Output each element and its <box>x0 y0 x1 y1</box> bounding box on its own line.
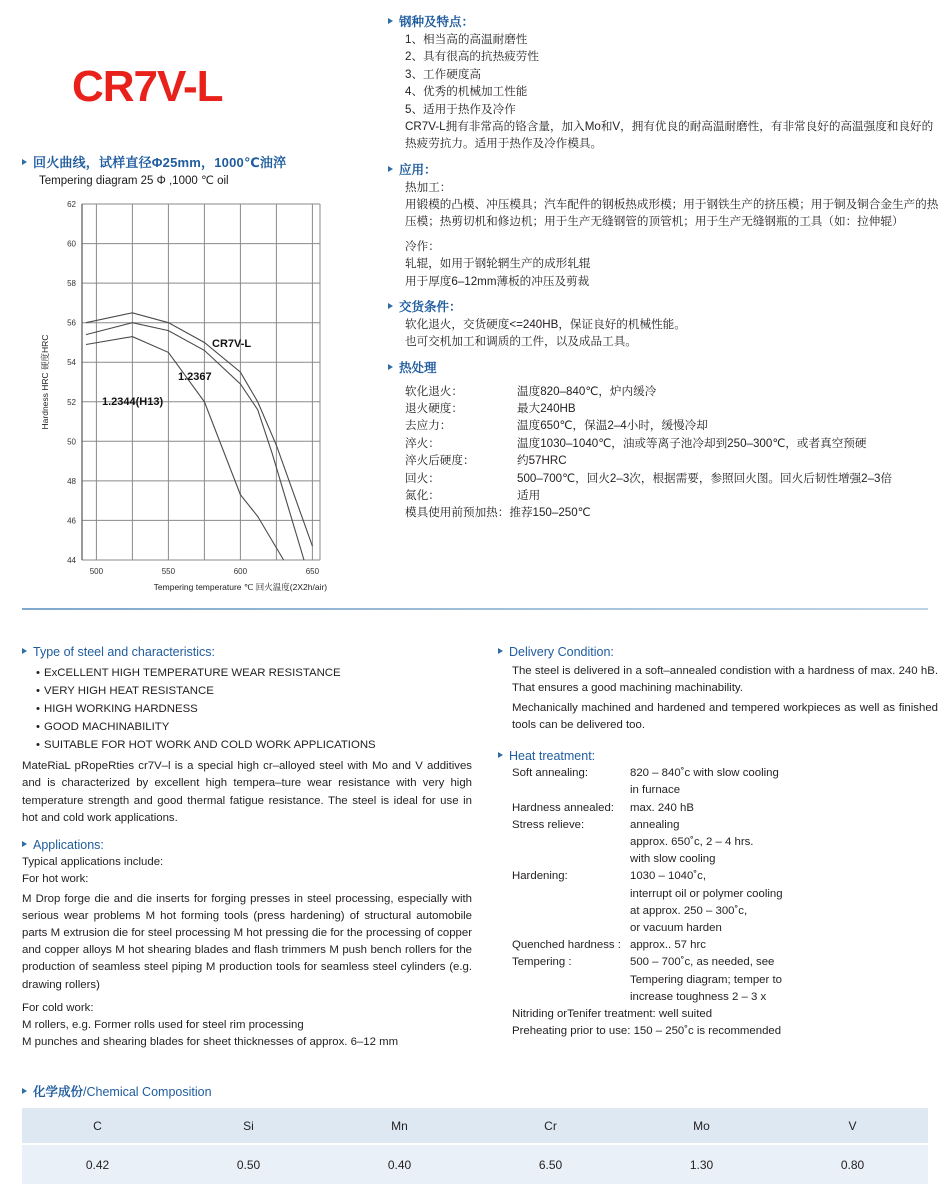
chemical-composition-title <box>22 1082 212 1100</box>
cn-ht-key: 退火硬度： <box>405 402 463 415</box>
en-ht-continuation: Tempering diagram; temper to <box>630 973 782 986</box>
bullet-arrow-icon <box>388 364 393 370</box>
chemical-composition-table <box>22 1108 928 1184</box>
en-ht-continuation: or vacuum harden <box>630 922 722 935</box>
svg-text:58: 58 <box>67 279 76 289</box>
list-item: • SUITABLE FOR HOT WORK AND COLD WORK APPLICATIONS <box>36 736 472 754</box>
english-right-column <box>498 644 938 1040</box>
cn-ht-row <box>405 470 940 487</box>
svg-text:52: 52 <box>67 397 76 407</box>
cn-section-delivery <box>388 299 940 351</box>
page-title: CR7V-L <box>72 62 223 111</box>
en-section-applications <box>22 837 472 1051</box>
cn-cold-work-line: 用于厚度6–12mm薄板的冲压及剪裁 <box>405 274 590 288</box>
svg-text:CR7V-L: CR7V-L <box>212 338 252 350</box>
en-ht-key: Hardening: <box>512 870 568 883</box>
tempering-diagram-chart <box>30 192 360 592</box>
svg-text:56: 56 <box>67 318 76 328</box>
chart-caption <box>22 152 372 187</box>
cn-feature-item: 2、具有很高的抗热疲劳性 <box>405 50 539 64</box>
cn-hot-work-text: 用锻模的凸模、冲压模具；汽车配件的钢板热成形模；用于钢铁生产的挤压模；用于铜及铜合金生产的热压模；热剪切机和修边机；用于生产无缝钢管的顶管机；用于生产无缝钢瓶的工具（如：拉伸辊） <box>405 198 939 229</box>
svg-text:1.2367: 1.2367 <box>178 371 212 383</box>
chart-svg <box>30 192 360 592</box>
cn-section-heat-treatment <box>388 360 940 522</box>
column-header-mn: Mn <box>324 1108 475 1144</box>
list-item: • GOOD MACHINABILITY <box>36 718 472 736</box>
cn-steel-type-paragraph: CR7V-L拥有非常高的铬含量，加入Mo和V，拥有优良的耐高温耐磨性，有非常良好的高温强度和良好的热疲劳抗力。适用于热作及冷作模具。 <box>405 119 934 151</box>
cn-ht-row <box>405 383 940 400</box>
en-ht-row <box>512 817 938 834</box>
section-divider <box>22 608 928 610</box>
cn-preheat-note: 模具使用前预加热：推荐150–250℃ <box>405 506 591 520</box>
svg-text:650: 650 <box>305 567 320 576</box>
bullet-arrow-icon <box>22 159 27 165</box>
en-applications-intro: Typical applications include: <box>22 856 164 869</box>
cn-section-steel-type <box>388 14 940 153</box>
cn-ht-value: 约57HRC <box>517 454 567 468</box>
svg-text:62: 62 <box>67 200 76 209</box>
svg-text:600: 600 <box>233 567 248 576</box>
svg-text:550: 550 <box>161 567 176 576</box>
en-ht-key: Stress relieve: <box>512 818 585 831</box>
en-ht-row <box>512 954 938 971</box>
en-ht-value: approx.. 57 hrc <box>630 939 706 952</box>
cn-heat-treatment-body <box>405 383 940 522</box>
chart-x-tick-labels <box>90 567 320 576</box>
svg-text:60: 60 <box>67 239 76 249</box>
column-header-si: Si <box>173 1108 324 1144</box>
svg-text:48: 48 <box>67 476 76 486</box>
en-ht-value: 820 – 840˚c with slow cooling <box>630 767 779 780</box>
table-row <box>22 1144 928 1184</box>
svg-text:1.2344(H13): 1.2344(H13) <box>102 396 164 408</box>
cn-ht-value: 500–700℃，回火2–3次，根据需要，参照回火图。回火后韧性增强2–3倍 <box>517 471 893 485</box>
cell-mn: 0.40 <box>324 1144 475 1184</box>
bullet-arrow-icon <box>498 648 503 654</box>
svg-text:44: 44 <box>67 556 76 565</box>
column-header-v: V <box>777 1108 928 1144</box>
en-ht-row <box>512 937 938 954</box>
cn-ht-key: 淬火后硬度： <box>405 454 475 468</box>
svg-text:500: 500 <box>89 567 104 576</box>
cn-heading-applications: 应用： <box>388 162 940 179</box>
table-header-row <box>22 1108 928 1144</box>
en-section-type-of-steel <box>22 644 472 827</box>
cn-feature-item: 3、工作硬度高 <box>405 67 482 81</box>
cn-ht-key: 回火： <box>405 471 440 485</box>
en-ht-key: Hardness annealed: <box>512 801 614 814</box>
cn-ht-row <box>405 435 940 452</box>
en-delivery-paragraph-1: The steel is delivered in a soft–annealed condistion with a hardness of max. 240 hB. That ensures a good machining machinability. <box>512 665 938 695</box>
cn-ht-key: 软化退火： <box>405 384 463 398</box>
cn-cold-work-label: 冷作： <box>405 239 440 253</box>
cn-feature-item: 1、相当高的高温耐磨性 <box>405 32 528 46</box>
cell-mo: 1.30 <box>626 1144 777 1184</box>
bullet-arrow-icon <box>388 18 393 24</box>
cn-ht-key: 氮化： <box>405 489 440 503</box>
en-heading-applications: Applications: <box>22 837 472 854</box>
en-heat-treatment-body <box>512 765 938 1040</box>
cn-delivery-line: 也可交机加工和调质的工件，以及成品工具。 <box>405 335 637 349</box>
chart-caption-cn: 回火曲线，试样直径Φ25mm，1000℃油淬 <box>22 152 372 171</box>
cn-delivery-line: 软化退火，交货硬度<=240HB，保证良好的机械性能。 <box>405 317 686 331</box>
cn-ht-value: 温度820–840℃，炉内缓冷 <box>517 384 657 398</box>
en-delivery-paragraph-2: Mechanically machined and hardened and tempered workpieces as well as finished tools can be delivered too. <box>512 701 938 731</box>
en-nitriding-line: Nitriding orTenifer treatment: well suited <box>512 1008 713 1021</box>
en-ht-key: Tempering : <box>512 956 572 969</box>
en-ht-row <box>512 868 938 885</box>
en-ht-continuation: approx. 650˚c, 2 – 4 hrs. <box>630 836 754 849</box>
cell-v: 0.80 <box>777 1144 928 1184</box>
en-ht-continuation: in furnace <box>630 784 681 797</box>
en-hot-work-paragraph: M Drop forge die and die inserts for forging presses in steel processing, especially with serious wear problems M hot forming tools (press hardening) of structural automobile parts M extrusion die for steel processing M hot pressing die for the processing of copper and copper alloys M hot shearing blades and flash trimmers M push bench rollers for the production of seamless steel piping M production tools for seamless steel cylinders (e.g. drawing rollers) <box>22 892 472 991</box>
cell-cr: 6.50 <box>475 1144 626 1184</box>
en-ht-value: annealing <box>630 818 680 831</box>
en-material-properties-paragraph: MateRiaL pRopeRties cr7V–l is a special high cr–alloyed steel with Mo and V additives and is characterized by excellent high tempera–ture wear resistance with very high temperature strength and good thermal fatigue resistance. The steel is ideal for use in hot and cold work applications. <box>22 760 472 824</box>
cn-delivery-body <box>405 316 940 351</box>
cn-heading-heat-treatment: 热处理 <box>388 360 940 377</box>
en-section-heat-treatment <box>498 748 938 1040</box>
chart-series-lines <box>86 313 312 560</box>
en-ht-continuation: interrupt oil or polymer cooling <box>630 887 783 900</box>
cn-feature-item: 4、优秀的机械加工性能 <box>405 85 528 99</box>
en-ht-value: 500 – 700˚c, as needed, see <box>630 956 775 969</box>
en-ht-continuation: increase toughness 2 – 3 x <box>630 990 767 1003</box>
cn-ht-value: 温度1030–1040℃，油或等离子池冷却到250–300℃，或者真空预硬 <box>517 436 867 450</box>
cn-ht-value: 最大240HB <box>517 402 576 415</box>
cn-ht-row <box>405 417 940 434</box>
en-heading-heat-treatment: Heat treatment: <box>498 748 938 765</box>
list-item: • HIGH WORKING HARDNESS <box>36 700 472 718</box>
chart-y-axis-title: Hardness HRC 硬度HRC <box>40 334 50 430</box>
en-ht-continuation: at approx. 250 – 300˚c, <box>630 904 748 917</box>
cell-c: 0.42 <box>22 1144 173 1184</box>
column-header-c: C <box>22 1108 173 1144</box>
column-header-cr: Cr <box>475 1108 626 1144</box>
cn-steel-type-body <box>405 31 940 153</box>
chem-title-en: /Chemical Composition <box>83 1085 212 1099</box>
en-section-delivery-condition <box>498 644 938 734</box>
en-heading-delivery-condition: Delivery Condition: <box>498 644 938 661</box>
en-cold-work-line: M punches and shearing blades for sheet thicknesses of approx. 6–12 mm <box>22 1036 399 1049</box>
en-preheating-line: Preheating prior to use: 150 – 250˚c is recommended <box>512 1025 782 1038</box>
chart-y-tick-labels <box>67 200 76 565</box>
bullet-arrow-icon <box>498 752 503 758</box>
en-hot-work-label: For hot work: <box>22 873 89 886</box>
bullet-arrow-icon <box>388 166 393 172</box>
bullet-arrow-icon <box>22 648 27 654</box>
bullet-arrow-icon <box>22 841 27 847</box>
cn-feature-item: 5、适用于热作及冷作 <box>405 102 516 116</box>
en-ht-row <box>512 765 938 782</box>
bullet-arrow-icon <box>22 1088 27 1094</box>
cn-ht-key: 去应力： <box>405 419 452 433</box>
cn-ht-row <box>405 452 940 469</box>
cn-ht-row <box>405 487 940 504</box>
cn-applications-body <box>405 179 940 290</box>
cn-ht-key: 淬火： <box>405 436 440 450</box>
cn-ht-value: 温度650℃，保温2–4小时，缓慢冷却 <box>517 419 708 433</box>
en-delivery-body <box>512 663 938 734</box>
svg-text:46: 46 <box>67 516 76 526</box>
en-characteristics-list <box>22 664 472 754</box>
cn-ht-row <box>405 400 940 417</box>
chart-caption-en: Tempering diagram 25 Φ ,1000 ℃ oil <box>39 175 229 187</box>
en-cold-work-line: M rollers, e.g. Former rolls used for steel rim processing <box>22 1019 304 1032</box>
chem-table-element <box>22 1108 928 1184</box>
svg-text:54: 54 <box>67 358 76 368</box>
english-left-column <box>22 644 472 1051</box>
chinese-content-column <box>388 14 940 531</box>
chart-x-axis-title: Tempering temperature ℃ 回火温度(2X2h/air) <box>153 582 328 592</box>
cn-ht-value: 适用 <box>517 489 541 503</box>
cn-heading-delivery: 交货条件： <box>388 299 940 316</box>
en-ht-value: max. 240 hB <box>630 801 694 814</box>
cn-section-applications <box>388 162 940 290</box>
en-ht-row <box>512 800 938 817</box>
en-ht-continuation: with slow cooling <box>630 853 716 866</box>
list-item: • ExCELLENT HIGH TEMPERATURE WEAR RESISTANCE <box>36 664 472 682</box>
en-heading-type-of-steel: Type of steel and characteristics: <box>22 644 472 661</box>
cn-cold-work-line: 轧辊，如用于钢轮辋生产的成形轧辊 <box>405 257 591 271</box>
bullet-arrow-icon <box>388 303 393 309</box>
en-ht-key: Soft annealing: <box>512 767 588 780</box>
cn-heading-steel-type: 钢种及特点： <box>388 14 940 31</box>
svg-text:50: 50 <box>67 437 76 447</box>
en-ht-value: 1030 – 1040˚c, <box>630 870 706 883</box>
list-item: • VERY HIGH HEAT RESISTANCE <box>36 682 472 700</box>
column-header-mo: Mo <box>626 1108 777 1144</box>
en-cold-work-label: For cold work: <box>22 1001 94 1014</box>
chem-title-cn: 化学成份 <box>33 1085 84 1099</box>
cell-si: 0.50 <box>173 1144 324 1184</box>
cn-hot-work-label: 热加工： <box>405 180 452 194</box>
en-ht-key: Quenched hardness : <box>512 939 621 952</box>
